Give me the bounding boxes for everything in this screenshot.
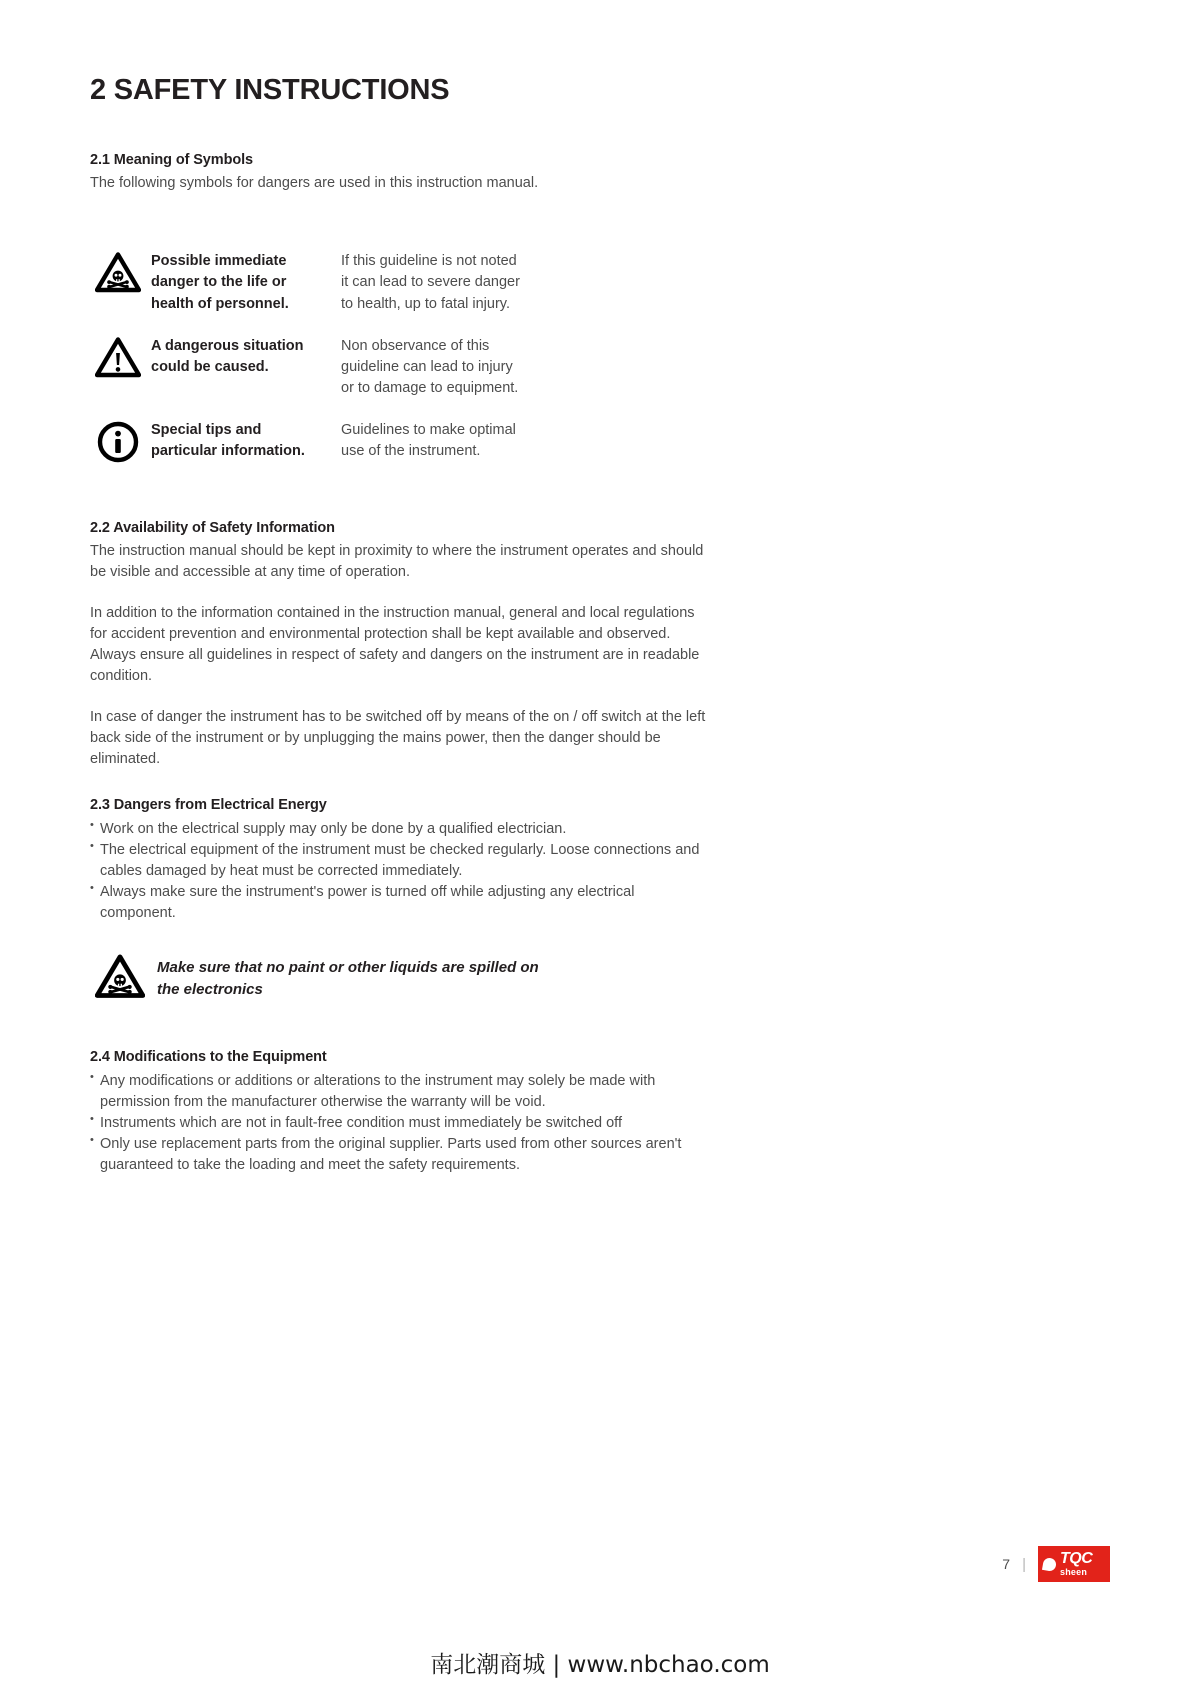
section-2-2-paragraph-1: The instruction manual should be kept in proximity to where the instrument operates and should be visible and accessible at any time of operation.: [90, 543, 704, 581]
symbol-desc-line: Non observance of this: [341, 337, 490, 354]
section-2-3-heading: 2.3 Dangers from Electrical Energy: [90, 797, 327, 814]
section-2-2-paragraph-3: In case of danger the instrument has to be switched off by means of the on / off switch at the left back side of the instrument or by unplugging the mains power, then the danger should be eliminated.: [90, 709, 706, 768]
symbol-desc-line: guideline can lead to injury: [341, 358, 513, 375]
logo-secondary-text: sheen: [1060, 1567, 1088, 1577]
symbol-row: [95, 333, 710, 399]
section-2-3-bullet-list: [90, 819, 710, 924]
section-2-4: [90, 1048, 710, 1176]
symbol-label: [151, 248, 341, 314]
section-2-4-heading: 2.4 Modifications to the Equipment: [90, 1049, 327, 1066]
symbol-desc-line: it can lead to severe danger: [341, 274, 520, 291]
footer-separator: |: [1022, 1555, 1026, 1573]
section-2-1-heading: 2.1 Meaning of Symbols: [90, 151, 253, 168]
symbol-description: [341, 248, 571, 314]
skull-crossbones-triangle-icon: [95, 952, 157, 1000]
section-2-1-intro: The following symbols for dangers are used in this instruction manual.: [90, 175, 539, 192]
symbol-desc-line: use of the instrument.: [341, 442, 481, 459]
list-item: • Only use replacement parts from the original supplier. Parts used from other sources aren't guaranteed to take the loading and meet the safety requirements.: [90, 1134, 710, 1176]
section-2-4-bullet-list: [90, 1071, 710, 1176]
symbol-label: [151, 417, 341, 462]
symbol-label-line: Special tips and: [151, 421, 262, 438]
information-circle-icon: [95, 417, 151, 463]
list-item: • Work on the electrical supply may only be done by a qualified electrician.: [90, 819, 710, 840]
symbol-row: [95, 417, 710, 463]
symbol-label-line: Possible immediate: [151, 253, 287, 270]
symbol-label-line: particular information.: [151, 442, 305, 459]
section-2-3: [90, 796, 710, 1000]
logo-primary-text: TQC: [1060, 1550, 1093, 1567]
logo-wordmark: [1060, 1551, 1092, 1577]
symbols-table: [90, 248, 710, 462]
symbol-desc-line: If this guideline is not noted: [341, 253, 517, 270]
page-content: [90, 75, 710, 1202]
section-2-2: [90, 519, 710, 771]
symbol-description: [341, 333, 571, 399]
logo-swoosh-icon: [1042, 1556, 1057, 1571]
symbol-desc-line: to health, up to fatal injury.: [341, 295, 511, 312]
symbol-label-line: health of personnel.: [151, 295, 289, 312]
section-2-2-paragraph-2: In addition to the information contained in the instruction manual, general and local regulations for accident prevention and environmental protection shall be kept available and observed. Always ensure all guidelines in respect of safety and dangers on the instrument are in readable condition.: [90, 605, 700, 685]
symbol-description: [341, 417, 571, 462]
electronics-warning-text: Make sure that no paint or other liquids are spilled on the electronics: [157, 958, 539, 998]
page-title: 2 SAFETY INSTRUCTIONS: [90, 74, 450, 106]
section-2-1: [90, 151, 710, 463]
symbol-label-line: danger to the life or: [151, 274, 287, 291]
symbol-desc-line: Guidelines to make optimal: [341, 421, 516, 438]
site-watermark: 南北潮商城 | www.nbchao.com: [430, 1652, 770, 1678]
list-item: • Instruments which are not in fault-free condition must immediately be switched off: [90, 1113, 710, 1134]
page-footer: [1002, 1546, 1110, 1582]
electronics-warning-note: [90, 952, 710, 1001]
list-item: • Always make sure the instrument's power is turned off while adjusting any electrical component.: [90, 882, 710, 924]
page-number: 7: [1002, 1556, 1011, 1572]
symbol-row: [95, 248, 710, 314]
list-item: • The electrical equipment of the instrument must be checked regularly. Loose connections and cables damaged by heat must be corrected immediately.: [90, 840, 710, 882]
symbol-label-line: could be caused.: [151, 358, 269, 375]
exclamation-triangle-icon: [95, 333, 151, 379]
list-item: • Any modifications or additions or alterations to the instrument may solely be made with permission from the manufacturer otherwise the warranty will be void.: [90, 1071, 710, 1113]
symbol-label-line: A dangerous situation: [151, 337, 304, 354]
section-2-2-heading: 2.2 Availability of Safety Information: [90, 519, 335, 536]
symbol-desc-line: or to damage to equipment.: [341, 379, 519, 396]
tqc-sheen-logo: [1038, 1546, 1110, 1582]
skull-crossbones-triangle-icon: [95, 248, 151, 294]
symbol-label: [151, 333, 341, 378]
